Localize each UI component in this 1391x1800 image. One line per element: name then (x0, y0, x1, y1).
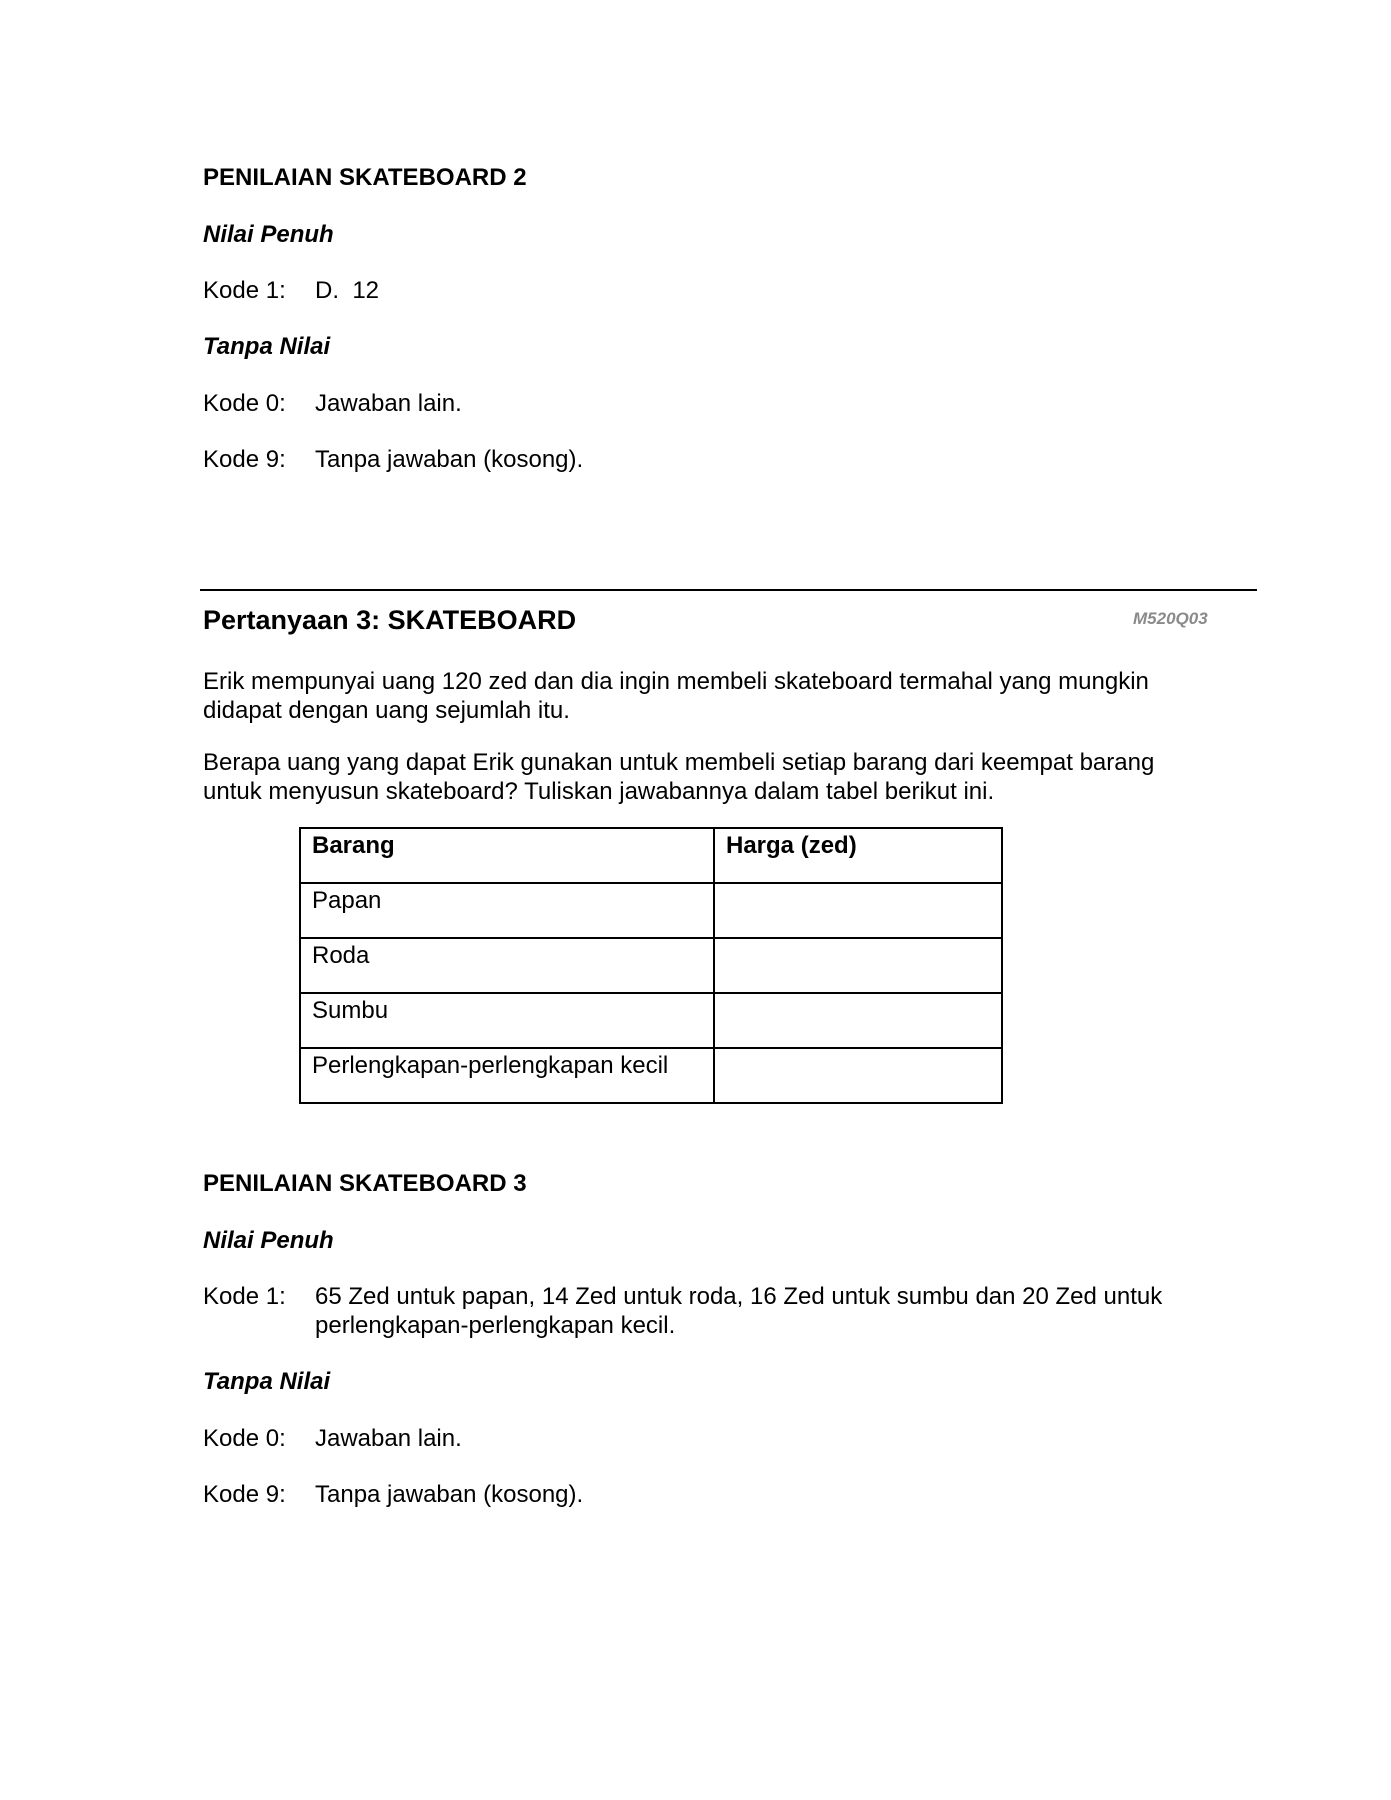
code-label: Kode 1: (203, 277, 286, 304)
section3-code0-row (203, 1424, 1163, 1453)
section2-title: PENILAIAN SKATEBOARD 2 (203, 164, 527, 191)
section2-no-credit-heading: Tanpa Nilai (203, 333, 331, 360)
section3-no-credit-heading: Tanpa Nilai (203, 1368, 331, 1395)
section2-code1-row (203, 276, 1163, 305)
price-table (299, 827, 1003, 1104)
table-row (300, 993, 1002, 1048)
table-cell-price (714, 1048, 1002, 1103)
table-cell-price (714, 883, 1002, 938)
code-text: Tanpa jawaban (kosong). (315, 446, 584, 473)
section2-full-credit-heading: Nilai Penuh (203, 221, 334, 248)
table-row (300, 883, 1002, 938)
code-label: Kode 1: (203, 1283, 286, 1310)
table-cell-item: Perlengkapan-perlengkapan kecil (300, 1048, 714, 1103)
question-paragraph-2: Berapa uang yang dapat Erik gunakan untuk membeli setiap barang dari keempat barang untuk menyusun skateboard? Tuliskan jawabannya dalam tabel berikut ini. (203, 749, 1155, 805)
code-label: Kode 9: (203, 1481, 286, 1508)
code-text: D. 12 (315, 277, 380, 304)
code-label: Kode 0: (203, 390, 286, 417)
section3-full-credit-heading: Nilai Penuh (203, 1227, 334, 1254)
table-cell-item: Papan (300, 883, 714, 938)
table-row (300, 938, 1002, 993)
table-cell-item: Sumbu (300, 993, 714, 1048)
table-cell-item: Roda (300, 938, 714, 993)
table-cell-price (714, 938, 1002, 993)
table-header-price: Harga (zed) (714, 828, 1002, 883)
section-divider (200, 589, 1257, 591)
section3-code1-row (203, 1282, 1163, 1340)
table-row (300, 1048, 1002, 1103)
code-label: Kode 0: (203, 1425, 286, 1452)
table-cell-price (714, 993, 1002, 1048)
section2-code9-row (203, 445, 1163, 474)
code-text: Jawaban lain. (315, 390, 462, 417)
code-text: Jawaban lain. (315, 1425, 462, 1452)
table-header-item: Barang (300, 828, 714, 883)
table-header-row (300, 828, 1002, 883)
code-text: Tanpa jawaban (kosong). (315, 1481, 584, 1508)
code-label: Kode 9: (203, 446, 286, 473)
section2-code0-row (203, 389, 1163, 418)
question-paragraph-1: Erik mempunyai uang 120 zed dan dia ingin membeli skateboard termahal yang mungkin didapat dengan uang sejumlah itu. (203, 668, 1149, 724)
question-title: Pertanyaan 3: SKATEBOARD (203, 605, 577, 635)
question-id: M520Q03 (1133, 609, 1208, 628)
section3-title: PENILAIAN SKATEBOARD 3 (203, 1170, 527, 1197)
code-text: 65 Zed untuk papan, 14 Zed untuk roda, 16 Zed untuk sumbu dan 20 Zed untuk perlengkapan-perlengkapan kecil. (315, 1283, 1163, 1339)
section3-code9-row (203, 1480, 1163, 1509)
